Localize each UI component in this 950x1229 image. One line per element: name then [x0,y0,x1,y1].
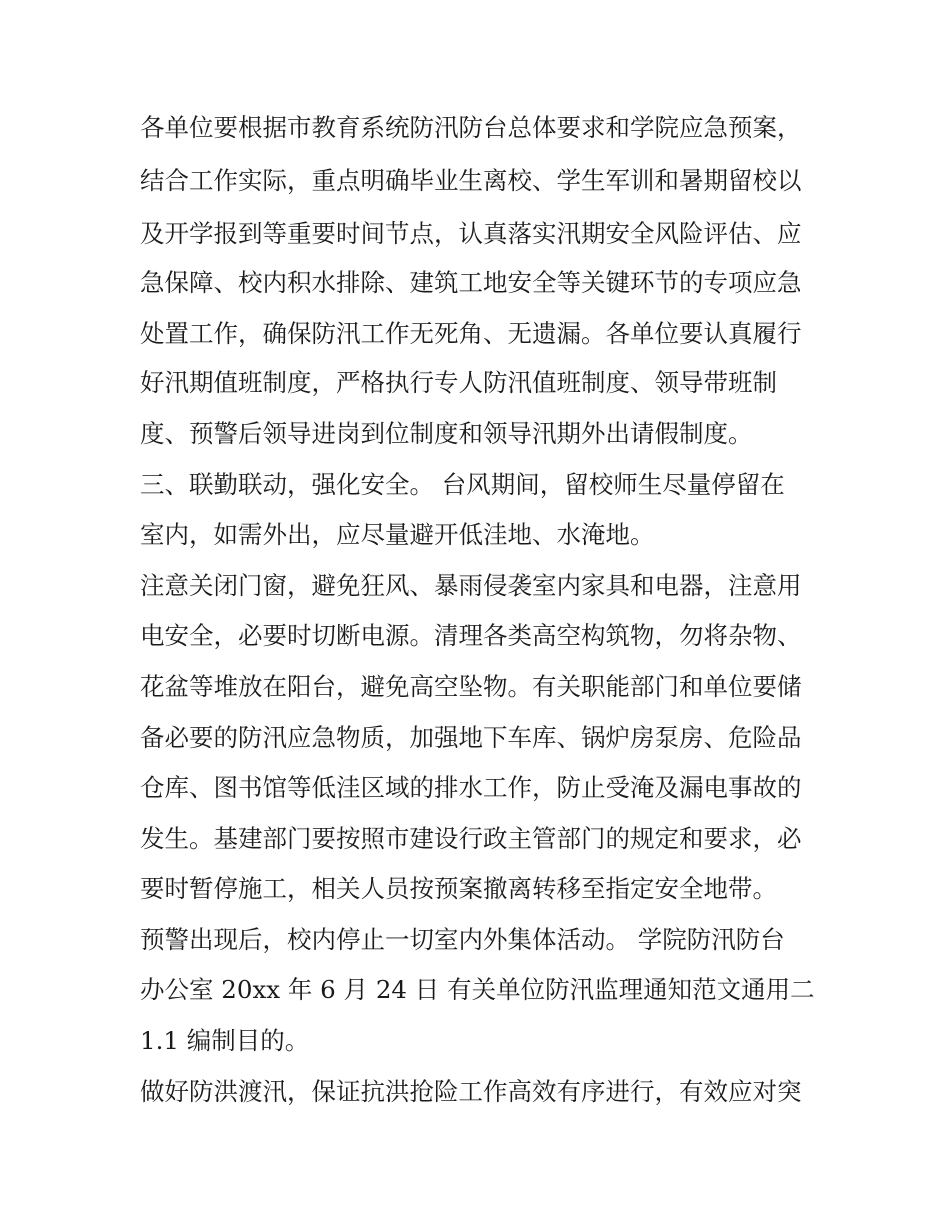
text-line: 做好防洪渡汛，保证抗洪抢险工作高效有序进行，有效应对突 [140,1077,802,1106]
text-line: 备必要的防汛应急物质，加强地下车库、锅炉房泵房、危险品 [140,723,802,752]
text-line: 要时暂停施工，相关人员按预案撤离转移至指定安全地带。 [140,874,777,903]
text-line: 及开学报到等重要时间节点，认真落实汛期安全风险评估、应 [140,219,802,248]
text-line: 花盆等堆放在阳台，避免高空坠物。有关职能部门和单位要储 [140,672,802,701]
text-line: 急保障、校内积水排除、建筑工地安全等关键环节的专项应急 [140,268,802,297]
text-line: 好汛期值班制度，严格执行专人防汛值班制度、领导带班制 [140,368,777,397]
text-line: 处置工作，确保防汛工作无死角、无遗漏。各单位要认真履行 [140,319,802,348]
subsection-heading-line: 1.1 编制目的。 [140,1026,310,1055]
section-heading-line: 三、联勤联动，强化安全。 台风期间，留校师生尽量停留在 [140,470,785,499]
text-line: 室内，如需外出，应尽量避开低洼地、水淹地。 [140,520,655,549]
text-line: 注意关闭门窗，避免狂风、暴雨侵袭室内家具和电器，注意用 [140,571,802,600]
text-line: 办公室 20xx 年 6 月 24 日 有关单位防汛监理通知范文通用二 [140,975,815,1004]
text-line: 仓库、图书馆等低洼区域的排水工作，防止受淹及漏电事故的 [140,773,802,802]
text-line: 各单位要根据市教育系统防汛防台总体要求和学院应急预案， [140,113,802,142]
text-line: 预警出现后，校内停止一切室内外集体活动。 学院防汛防台 [140,925,785,954]
text-line: 结合工作实际，重点明确毕业生离校、学生军训和暑期留校以 [140,166,802,195]
text-line: 度、预警后领导进岗到位制度和领导汛期外出请假制度。 [140,419,753,448]
text-line: 发生。基建部门要按照市建设行政主管部门的规定和要求，必 [140,824,802,853]
text-line: 电安全，必要时切断电源。清理各类高空构筑物，勿将杂物、 [140,621,802,650]
